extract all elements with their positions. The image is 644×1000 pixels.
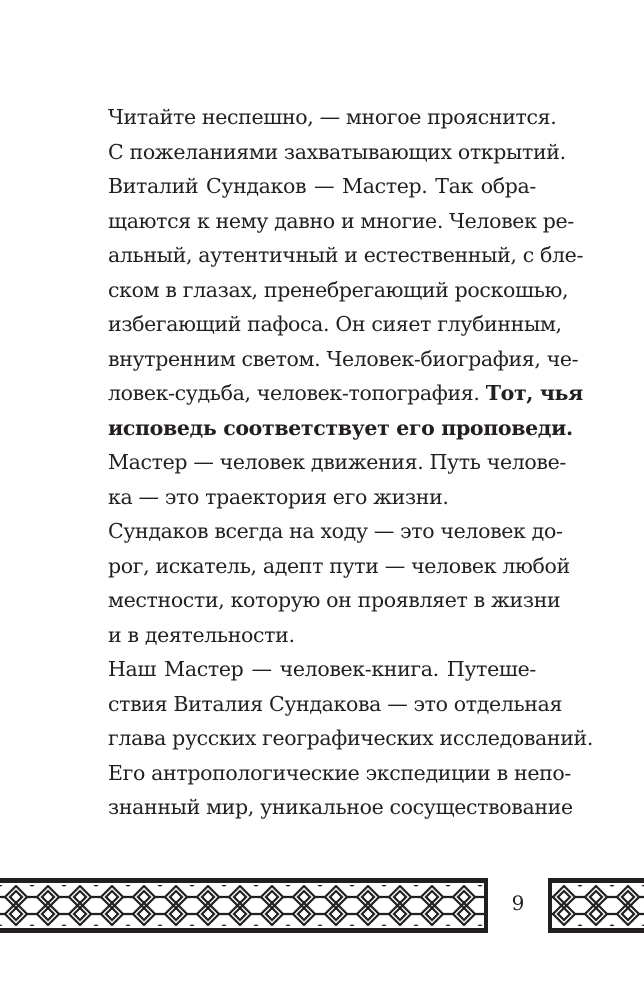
text-line: избегающий пафоса. Он сияет глубинным, [108,312,562,336]
bold-text-segment: Тот, чья [485,381,583,405]
text-line: рог, искатель, адепт пути — человек любой [108,553,570,578]
text-line: щаются к нему давно и многие. Человек ре- [108,208,574,233]
text-line: С пожеланиями захватывающих открытий. [108,139,566,164]
page-number: 9 [511,891,525,915]
text-line: и в деятельности. [108,622,295,647]
text-line: Наш Мастер — человек-книга. Путеше- [108,657,536,681]
text-line: местности, которую он проявляет в жизни [108,588,561,612]
text-line: Виталий Сундаков — Мастер. Так обра- [108,174,536,198]
bold-text-line: исповедь соответствует его проповеди. [108,415,573,440]
text-line: ка — это траектория его жизни. [108,484,449,509]
text-line: ствия Виталия Сундакова — это отдельная [108,691,563,716]
text-line: глава русских географических исследований. [108,726,594,750]
text-line: Сундаков всегда на ходу — это человек до- [108,519,563,543]
ornament-band-left-icon [0,878,488,933]
text-line: ском в глазах, пренебрегающий роскошью, [108,277,569,302]
text-line: Читайте неспешно, — многое прояснится. [108,105,557,129]
text-segment: ловек-судьба, человек-топография. [108,381,480,405]
text-line: внутренним светом. Человек-биография, че- [108,346,579,371]
text-line [108,376,583,411]
text-line: Его антропологические экспедиции в непо- [108,760,571,785]
ornament-band-right-icon [548,878,644,933]
text-line: знанный мир, уникальное сосуществование [108,795,573,819]
text-line: альный, аутентичный и естественный, с бле- [108,243,584,267]
text-line: Мастер — человек движения. Путь челове- [108,450,566,474]
body-text [108,100,594,825]
